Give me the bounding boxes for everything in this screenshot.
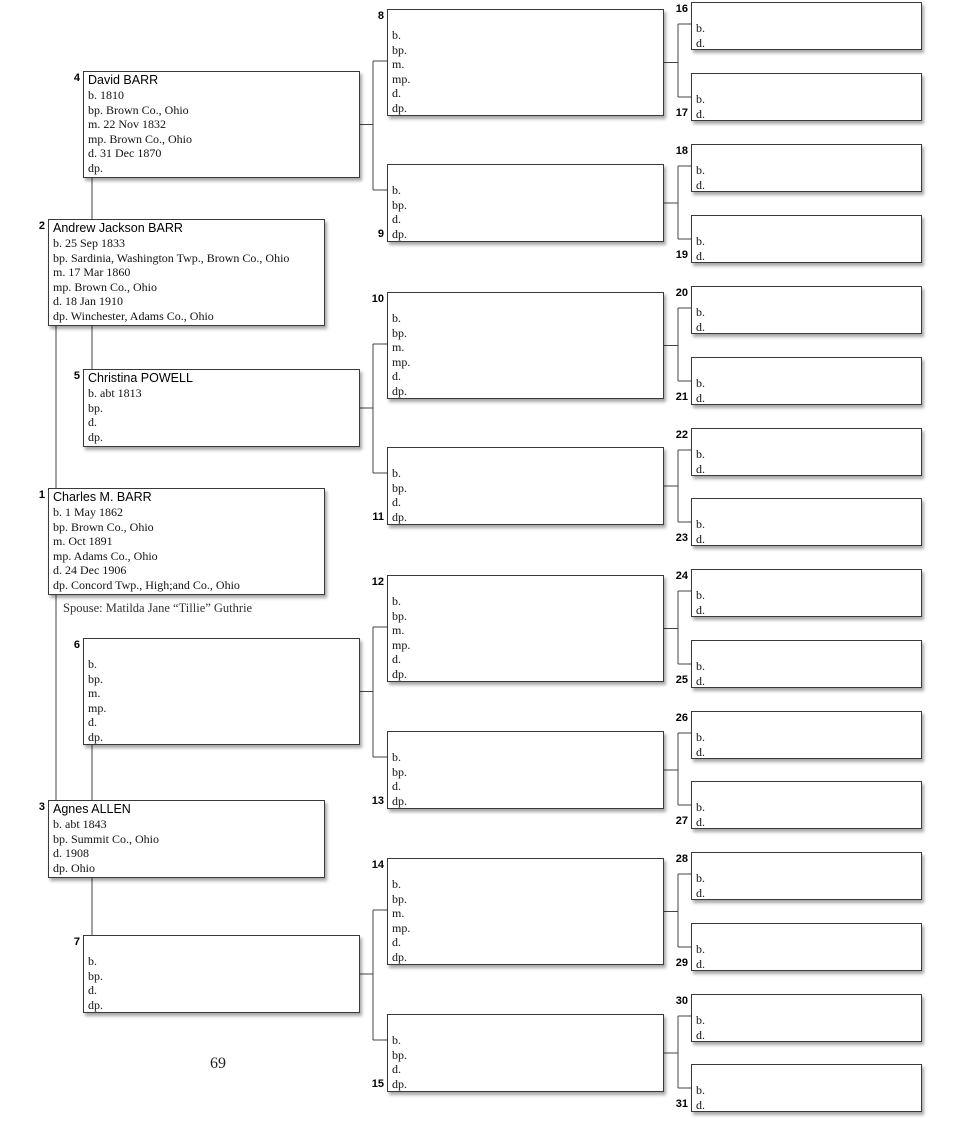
person-detail-line: b. — [696, 92, 705, 106]
person-name: David BARR — [88, 73, 159, 87]
person-detail-line: d. — [88, 415, 97, 430]
person-detail-line: b. — [696, 447, 705, 461]
person-detail-line: dp. — [88, 429, 103, 444]
person-box-16 — [691, 2, 922, 50]
person-detail-line: bp. — [392, 1047, 407, 1062]
person-box-21 — [691, 357, 922, 405]
person-detail-line: d. 31 Dec 1870 — [88, 146, 162, 161]
person-box-10 — [387, 292, 664, 399]
person-number-8: 8 — [377, 10, 384, 22]
person-detail-line: b. abt 1843 — [53, 817, 107, 831]
person-detail-line: bp. Sardinia, Washington Twp., Brown Co., Ohio — [53, 250, 290, 265]
person-detail-line: d. — [696, 248, 705, 263]
person-detail-line: d. — [696, 1097, 705, 1112]
person-detail-line: mp. Brown Co., Ohio — [53, 279, 158, 294]
person-detail-line: d. — [696, 106, 705, 121]
person-detail-line: dp. — [392, 666, 407, 681]
person-detail-line: d. 1908 — [53, 846, 89, 861]
person-detail-line: bp. — [392, 891, 407, 906]
person-box-8 — [387, 9, 664, 116]
person-number-11: 11 — [372, 511, 384, 523]
person-detail-line: dp. — [392, 793, 407, 808]
person-detail-line: d. — [696, 956, 705, 971]
person-detail-line: bp. — [392, 764, 407, 779]
person-detail-line: b. — [696, 376, 705, 390]
person-detail-line: mp. — [392, 71, 411, 86]
person-detail-line: bp. — [392, 325, 407, 340]
person-detail-line: b. 1 May 1862 — [53, 505, 123, 519]
person-detail-line: mp. Adams Co., Ohio — [53, 548, 158, 563]
person-detail-line: d. — [88, 715, 97, 730]
person-detail-line: dp. — [392, 383, 407, 398]
person-detail-line: d. — [88, 983, 97, 998]
person-box-6 — [83, 638, 360, 745]
person-detail-line: dp. — [392, 1076, 407, 1091]
person-box-20 — [691, 286, 922, 334]
person-detail-line: m. Oct 1891 — [53, 534, 113, 549]
person-number-24: 24 — [675, 570, 688, 582]
person-detail-line: b. — [696, 942, 705, 956]
person-detail-line: mp. — [392, 354, 411, 369]
person-detail-line: b. — [392, 28, 401, 42]
person-detail-line: bp. — [88, 400, 103, 415]
person-detail-line: d. — [392, 86, 401, 101]
person-number-13: 13 — [371, 795, 384, 807]
person-box-1 — [48, 488, 325, 595]
person-detail-line: b. — [392, 1033, 401, 1047]
person-box-25 — [691, 640, 922, 688]
person-detail-line: d. — [696, 35, 705, 50]
person-detail-line: d. — [696, 390, 705, 405]
person-detail-line: b. — [392, 183, 401, 197]
person-detail-line: d. — [696, 885, 705, 900]
person-number-22: 22 — [675, 429, 688, 441]
person-detail-line: b. — [696, 305, 705, 319]
person-number-26: 26 — [675, 712, 688, 724]
person-number-27: 27 — [675, 815, 688, 827]
person-box-5 — [83, 369, 360, 447]
person-detail-line: bp. — [88, 968, 103, 983]
person-number-31: 31 — [675, 1098, 688, 1110]
person-number-19: 19 — [675, 249, 688, 261]
person-detail-line: d. — [392, 212, 401, 227]
person-number-2: 2 — [38, 220, 45, 232]
person-detail-line: b. — [392, 750, 401, 764]
person-detail-line: bp. — [392, 608, 407, 623]
person-detail-line: bp. Brown Co., Ohio — [88, 102, 189, 117]
person-detail-line: dp. — [392, 226, 407, 241]
person-box-12 — [387, 575, 664, 682]
person-detail-line: b. — [392, 466, 401, 480]
person-number-30: 30 — [675, 995, 688, 1007]
person-number-18: 18 — [675, 145, 688, 157]
person-detail-line: m. 17 Mar 1860 — [53, 265, 131, 280]
person-detail-line: bp. Summit Co., Ohio — [53, 831, 160, 846]
person-detail-line: b. — [696, 163, 705, 177]
person-number-14: 14 — [371, 859, 384, 871]
person-box-14 — [387, 858, 664, 965]
person-detail-line: b. — [88, 657, 97, 671]
person-detail-line: d. — [392, 1062, 401, 1077]
person-box-29 — [691, 923, 922, 971]
person-detail-line: m. — [392, 906, 405, 921]
person-detail-line: dp. Ohio — [53, 860, 95, 875]
person-detail-line: bp. — [392, 42, 407, 57]
person-detail-line: d. — [392, 495, 401, 510]
person-detail-line: m. — [392, 340, 405, 355]
person-detail-line: dp. — [392, 100, 407, 115]
person-detail-line: dp. — [88, 729, 103, 744]
person-number-6: 6 — [73, 639, 80, 651]
person-detail-line: d. — [696, 602, 705, 617]
person-detail-line: mp. Brown Co., Ohio — [88, 131, 193, 146]
person-number-23: 23 — [675, 532, 688, 544]
person-number-9: 9 — [377, 228, 384, 240]
person-number-12: 12 — [371, 576, 384, 588]
person-box-30 — [691, 994, 922, 1042]
person-box-27 — [691, 781, 922, 829]
person-detail-line: d. — [696, 319, 705, 334]
person-detail-line: d. — [696, 1027, 705, 1042]
person-detail-line: d. 18 Jan 1910 — [53, 294, 123, 309]
person-box-7 — [83, 935, 360, 1013]
person-name: Christina POWELL — [88, 371, 193, 385]
person-detail-line: d. — [696, 744, 705, 759]
person-box-28 — [691, 852, 922, 900]
person-box-9 — [387, 164, 664, 242]
page-number: 69 — [210, 1055, 226, 1072]
person-detail-line: b. — [696, 730, 705, 744]
person-box-15 — [387, 1014, 664, 1092]
person-box-24 — [691, 569, 922, 617]
person-name: Charles M. BARR — [53, 490, 152, 504]
person-box-22 — [691, 428, 922, 476]
person-box-13 — [387, 731, 664, 809]
person-detail-line: b. — [696, 588, 705, 602]
person-number-28: 28 — [675, 853, 688, 865]
person-detail-line: b. — [696, 871, 705, 885]
person-detail-line: d. — [696, 673, 705, 688]
person-detail-line: dp. — [88, 997, 103, 1012]
person-detail-line: mp. — [392, 637, 411, 652]
person-number-1: 1 — [38, 489, 45, 501]
person-detail-line: b. — [392, 594, 401, 608]
person-detail-line: b. — [88, 954, 97, 968]
person-detail-line: b. — [696, 1013, 705, 1027]
person-detail-line: b. — [696, 800, 705, 814]
person-detail-line: bp. — [392, 480, 407, 495]
person-detail-line: b. — [696, 1083, 705, 1097]
person-number-10: 10 — [371, 293, 384, 305]
person-detail-line: b. abt 1813 — [88, 386, 142, 400]
person-detail-line: d. — [696, 531, 705, 546]
person-number-15: 15 — [371, 1078, 384, 1090]
person-box-17 — [691, 73, 922, 121]
person-box-31 — [691, 1064, 922, 1112]
person-number-5: 5 — [73, 370, 80, 382]
person-number-3: 3 — [38, 801, 45, 813]
person-box-23 — [691, 498, 922, 546]
person-detail-line: dp. Concord Twp., High;and Co., Ohio — [53, 577, 240, 592]
person-detail-line: b. — [696, 659, 705, 673]
person-detail-line: d. 24 Dec 1906 — [53, 563, 127, 578]
person-detail-line: b. 25 Sep 1833 — [53, 236, 125, 250]
person-detail-line: d. — [696, 177, 705, 192]
person-number-29: 29 — [675, 957, 688, 969]
person-detail-line: d. — [392, 779, 401, 794]
person-box-11 — [387, 447, 664, 525]
person-box-4 — [83, 71, 360, 178]
person-number-17: 17 — [675, 107, 688, 119]
person-detail-line: m. — [392, 623, 405, 638]
person-box-19 — [691, 215, 922, 263]
person-detail-line: d. — [696, 814, 705, 829]
person-number-16: 16 — [675, 3, 688, 15]
person-detail-line: m. — [88, 686, 101, 701]
person-name: Andrew Jackson BARR — [53, 221, 183, 235]
person-box-18 — [691, 144, 922, 192]
person-detail-line: bp. — [392, 197, 407, 212]
person-box-2 — [48, 219, 325, 326]
person-detail-line: dp. Winchester, Adams Co., Ohio — [53, 308, 214, 323]
person-detail-line: m. — [392, 57, 405, 72]
person-number-7: 7 — [73, 936, 80, 948]
person-detail-line: d. — [392, 935, 401, 950]
person-detail-line: dp. — [392, 949, 407, 964]
person-box-26 — [691, 711, 922, 759]
person-detail-line: bp. — [88, 671, 103, 686]
person-detail-line: dp. — [88, 160, 103, 175]
person-number-4: 4 — [73, 72, 80, 84]
person-box-3 — [48, 800, 325, 878]
person-detail-line: b. — [696, 234, 705, 248]
spouse-note: Spouse: Matilda Jane “Tillie” Guthrie — [63, 601, 253, 615]
person-detail-line: m. 22 Nov 1832 — [88, 117, 166, 132]
person-detail-line: b. — [392, 877, 401, 891]
person-detail-line: mp. — [392, 920, 411, 935]
person-detail-line: mp. — [88, 700, 107, 715]
person-detail-line: dp. — [392, 509, 407, 524]
person-detail-line: d. — [696, 461, 705, 476]
person-detail-line: d. — [392, 369, 401, 384]
person-detail-line: d. — [392, 652, 401, 667]
person-number-21: 21 — [675, 391, 688, 403]
person-name: Agnes ALLEN — [53, 802, 131, 816]
person-detail-line: b. — [696, 21, 705, 35]
person-number-25: 25 — [675, 674, 688, 686]
person-number-20: 20 — [675, 287, 688, 299]
person-detail-line: b. — [392, 311, 401, 325]
person-detail-line: b. 1810 — [88, 88, 124, 102]
person-detail-line: b. — [696, 517, 705, 531]
person-detail-line: bp. Brown Co., Ohio — [53, 519, 154, 534]
